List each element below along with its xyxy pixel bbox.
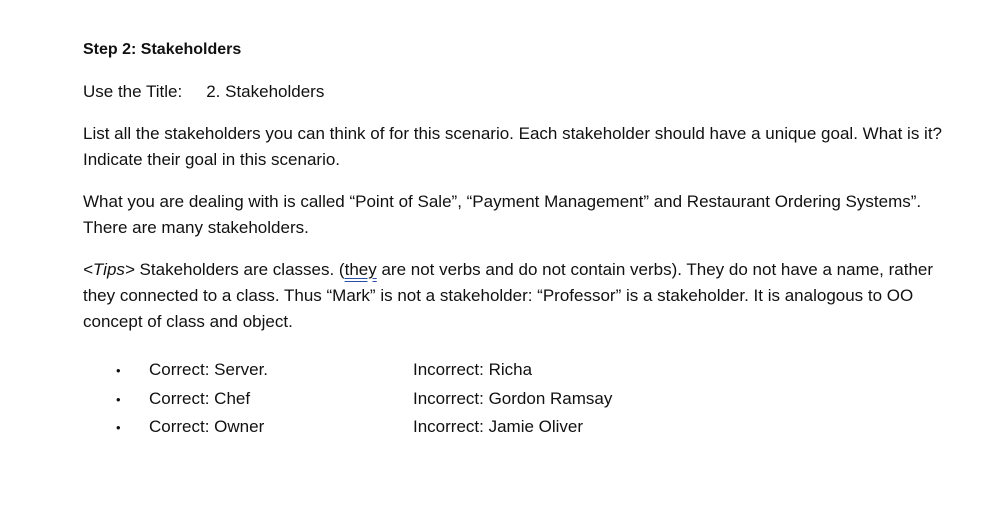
- list-item: [83, 385, 962, 414]
- list-item: [83, 356, 962, 385]
- bullet-icon: •: [116, 420, 121, 435]
- context-paragraph: What you are dealing with is called “Point of Sale”, “Payment Management” and Restaurant Ordering Systems”. There are many stakeholders.: [83, 192, 922, 237]
- incorrect-example: Incorrect: Jamie Oliver: [413, 417, 584, 436]
- incorrect-example: Incorrect: Richa: [413, 360, 533, 379]
- section-heading: Step 2: Stakeholders: [83, 41, 242, 58]
- correct-example: Correct: Owner: [149, 417, 265, 436]
- title-value: 2. Stakeholders: [206, 82, 325, 101]
- correct-example: Correct: Chef: [149, 388, 251, 408]
- title-label: Use the Title:: [83, 82, 183, 101]
- tips-paragraph: [83, 257, 953, 335]
- examples-list: [83, 356, 962, 442]
- bullet-icon: •: [116, 391, 121, 407]
- title-instruction: [83, 79, 953, 105]
- tips-text-part-1: Stakeholders are classes. (: [134, 260, 345, 279]
- spellcheck-underlined-word: they: [344, 260, 377, 279]
- tips-text-part-2: are not verbs and do not contain verbs). They do not have a name, rather they connected to a class. Thus “Mark” is not a stakeholder: “Professor” is a stakeholder. It is analogous to OO concept of class and object.: [83, 260, 934, 331]
- bullet-icon: •: [116, 363, 121, 378]
- instructions-paragraph: List all the stakeholders you can think of for this scenario. Each stakeholder should have a unique goal. What is it? Indicate their goal in this scenario.: [83, 124, 942, 169]
- incorrect-example: Incorrect: Gordon Ramsay: [413, 388, 613, 408]
- correct-example: Correct: Server.: [149, 360, 269, 379]
- list-item: [83, 413, 962, 442]
- tips-tag: <Tips>: [83, 260, 135, 279]
